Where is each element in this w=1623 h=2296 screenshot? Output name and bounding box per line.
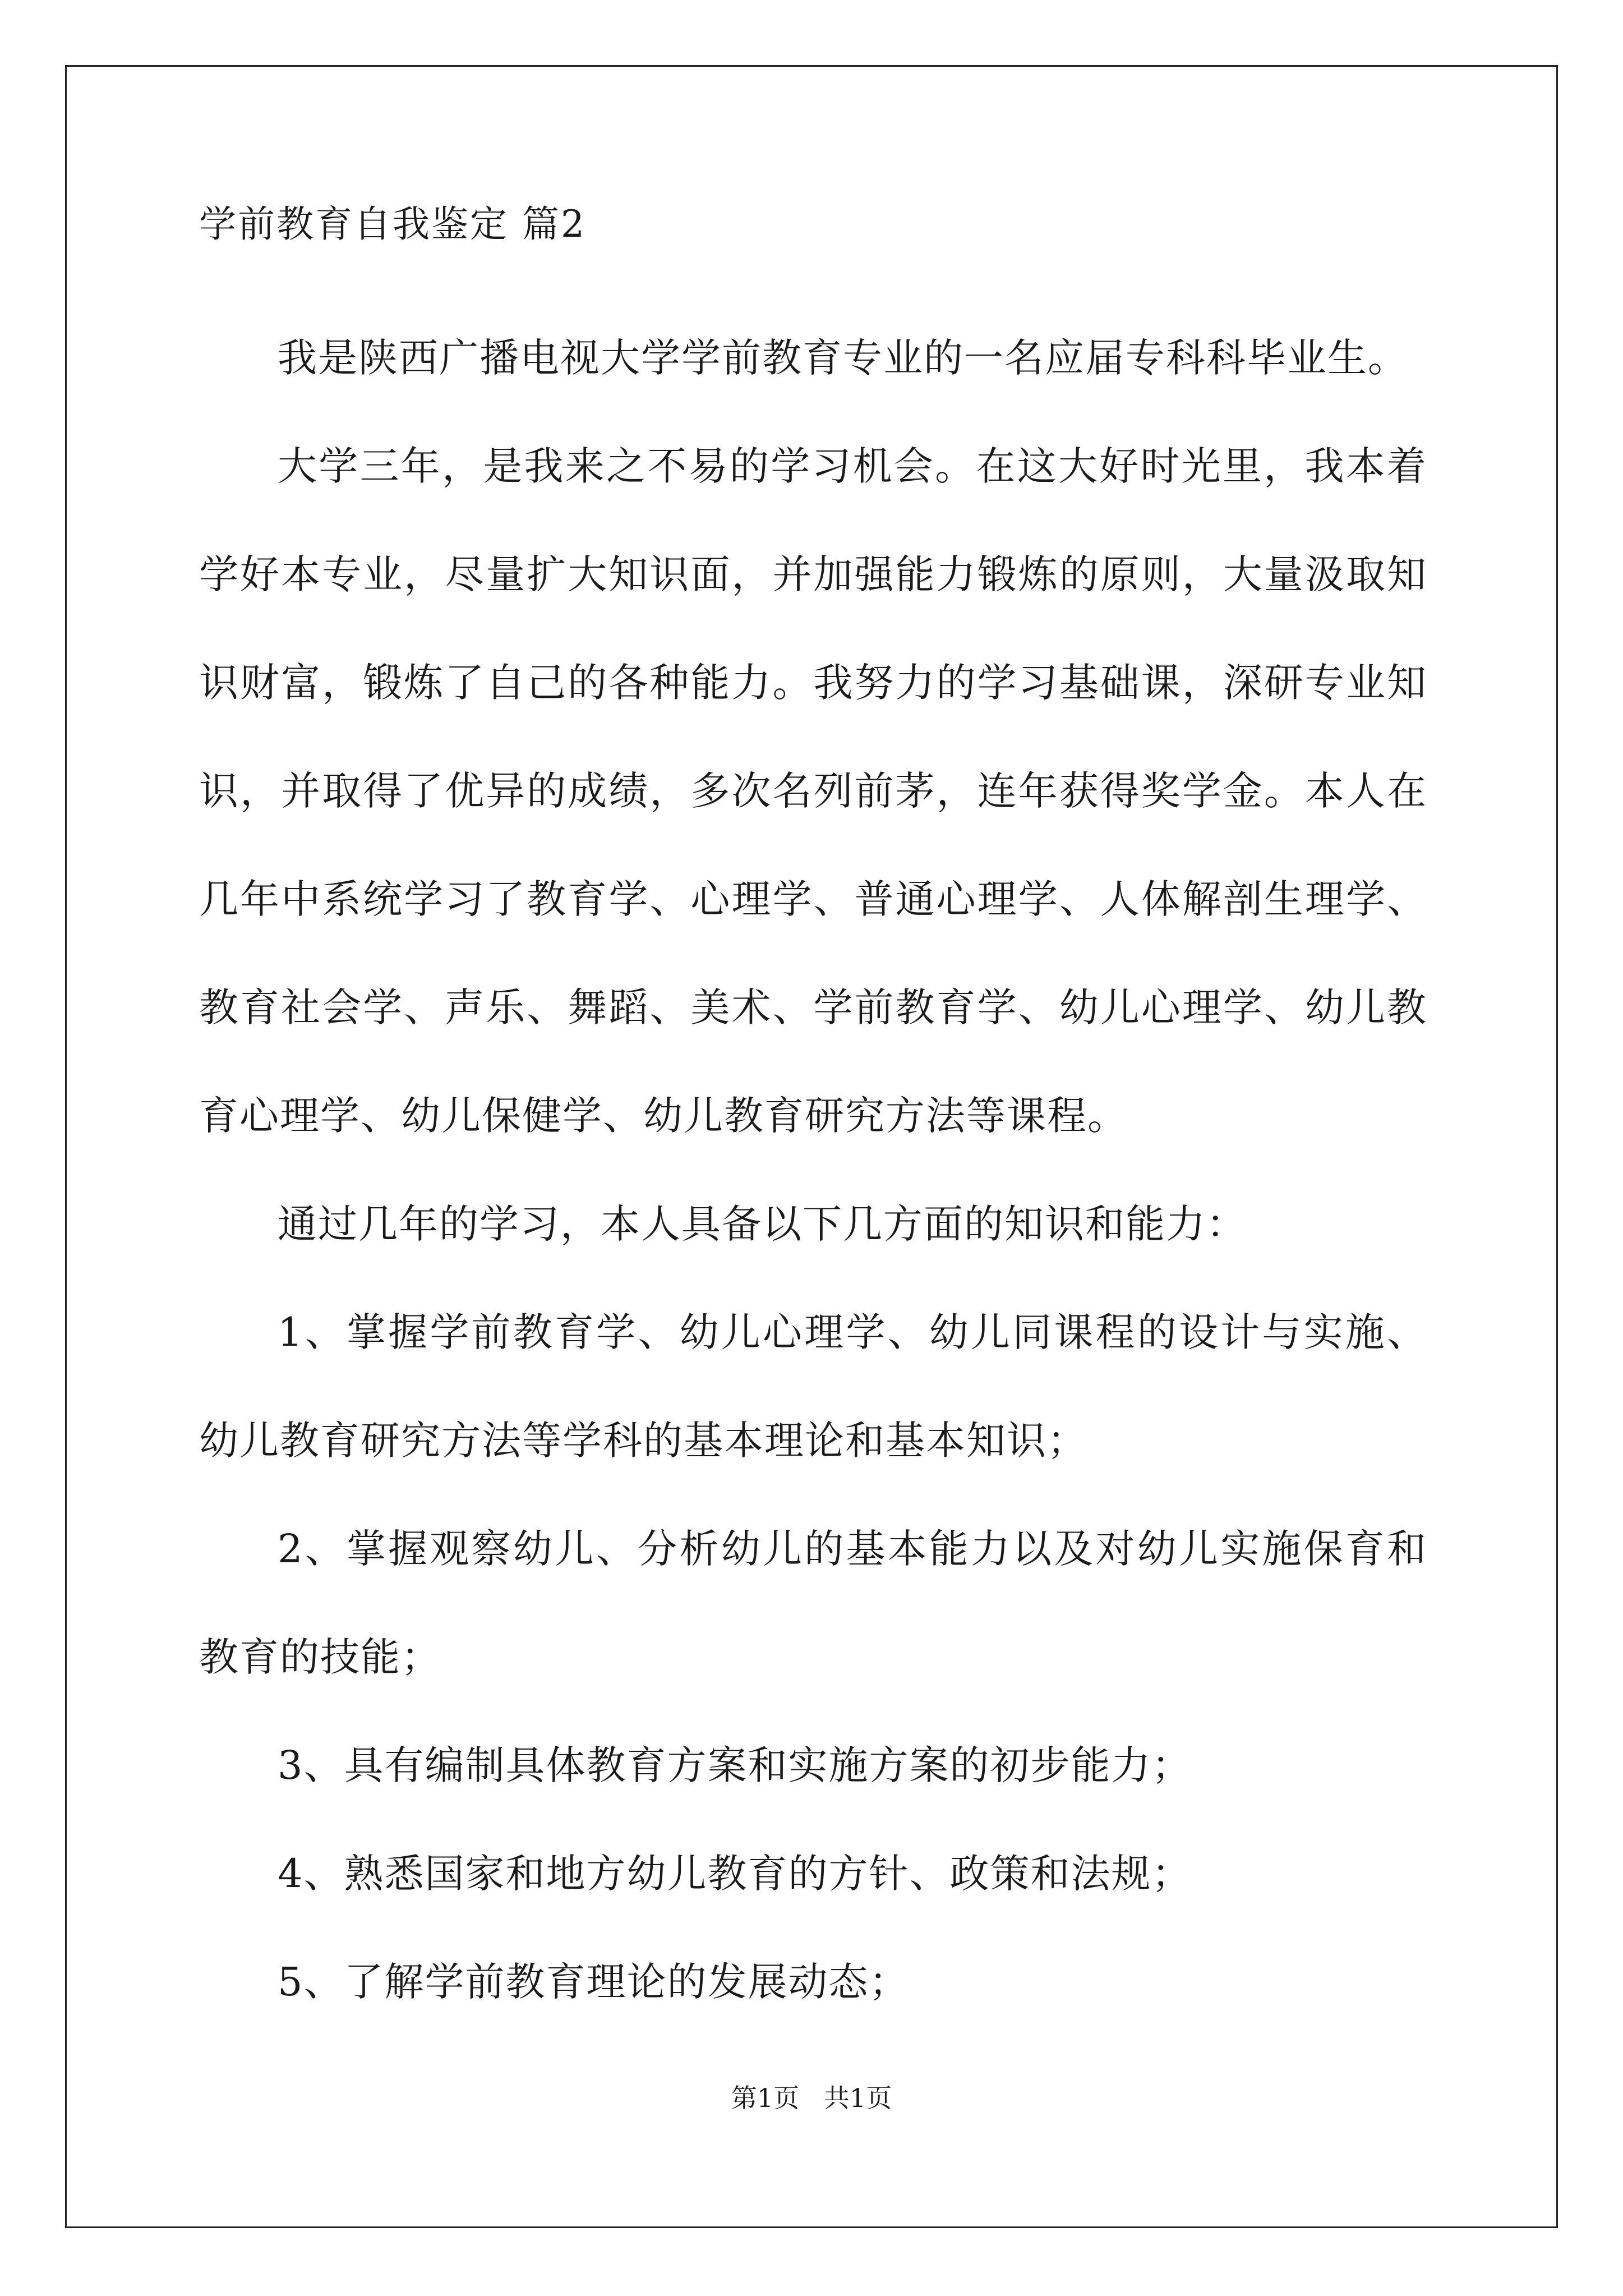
list-item-5: 5、了解学前教育理论的发展动态； [278,1959,910,2005]
paragraph-intro: 我是陕西广播电视大学学前教育专业的一名应届专科科毕业生。 [278,335,1408,381]
list-item-2: 2、掌握观察幼儿、分析幼儿的基本能力以及对幼儿实施保育和教育的技能； [199,1526,1427,1680]
paragraph-studies: 大学三年，是我来之不易的学习机会。在这大好时光里，我本着学好本专业，尽量扩大知识面，并加强能力锻炼的原则，大量汲取知识财富，锻炼了自己的各种能力。我努力的学习基础课，深研专业知识，并取得了优异的成绩，多次名列前茅，连年获得奖学金。本人在几年中系统学习了教育学、心理学、普通心理学、人体解剖生理学、教育社会学、声乐、舞蹈、美术、学前教育学、幼儿心理学、幼儿教育心理学、幼儿保健学、幼儿教育研究方法等课程。 [199,443,1427,1139]
document-body [199,196,1427,2036]
page-number-footer: 第1页 共1页 [731,2083,892,2113]
paragraph-abilities-intro: 通过几年的学习，本人具备以下几方面的知识和能力： [278,1201,1247,1247]
list-item-4: 4、熟悉国家和地方幼儿教育的方针、政策和法规； [278,1851,1192,1897]
list-item-1: 1、掌握学前教育学、幼儿心理学、幼儿同课程的设计与实施、幼儿教育研究方法等学科的基本理论和基本知识； [199,1309,1427,1464]
document-title: 学前教育自我鉴定 篇2 [199,203,586,246]
list-item-3: 3、具有编制具体教育方案和实施方案的初步能力； [278,1742,1192,1788]
